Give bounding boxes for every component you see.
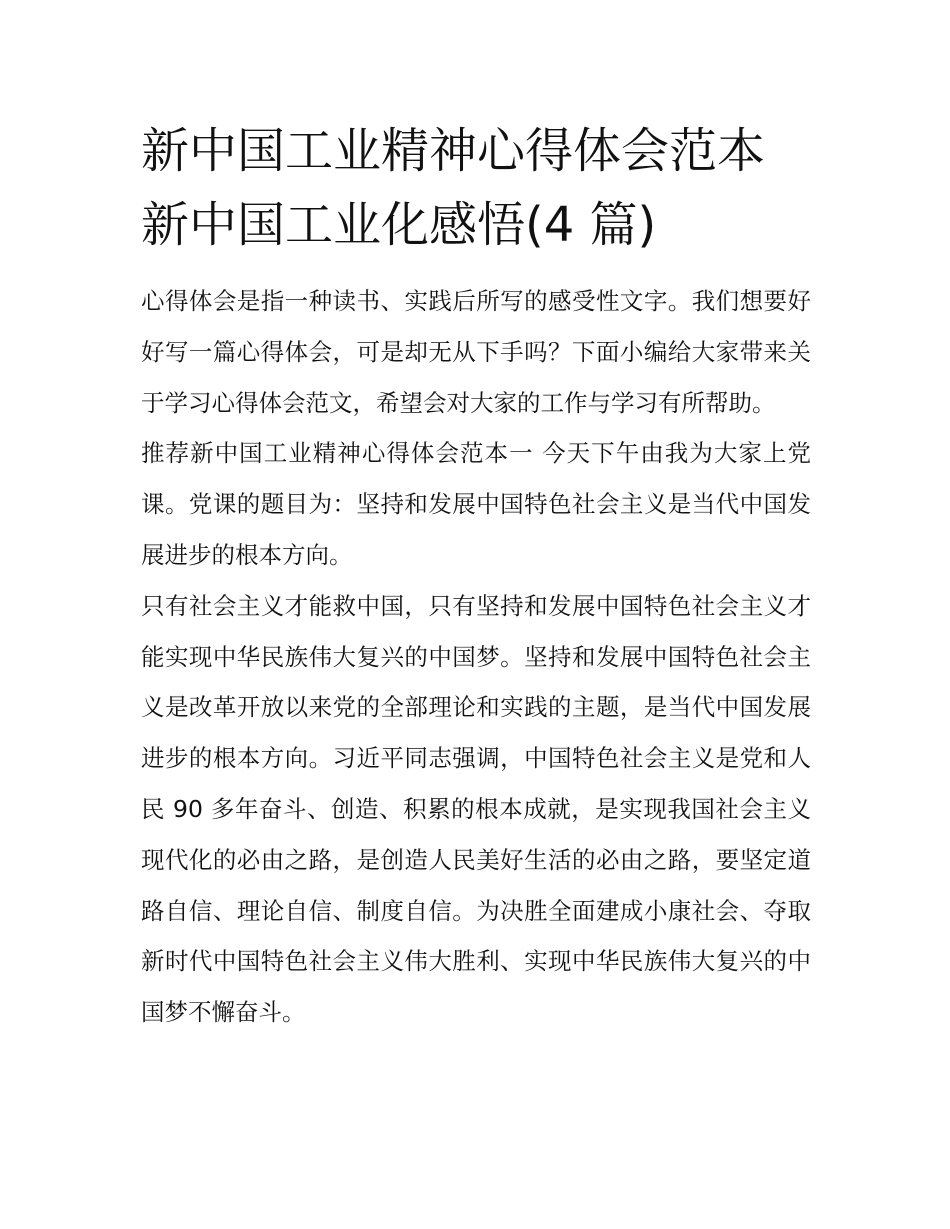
document-content <box>141 114 811 1038</box>
title-line-2: 新中国工业化感悟(4 篇) <box>141 197 657 253</box>
title-line-1: 新中国工业精神心得体会范本 <box>141 123 766 179</box>
document-title <box>141 114 811 262</box>
paragraph-socialism: 只有社会主义才能救中国，只有坚持和发展中国特色社会主义才能实现中华民族伟大复兴的中国梦。坚持和发展中国特色社会主义是改革开放以来党的全部理论和实践的主题，是当代中国发展进步的根本方向。习近平同志强调，中国特色社会主义是党和人民 90 多年奋斗、创造、积累的根本成就，是实现我国社会主义现代化的必由之路，是创造人民美好生活的必由之路，要坚定道路自信、理论自信、制度自信。为决胜全面建成小康社会、夺取新时代中国特色社会主义伟大胜利、实现中华民族伟大复兴的中国梦不懈奋斗。 <box>141 591 811 1027</box>
paragraph-recommend: 推荐新中国工业精神心得体会范本一 今天下午由我为大家上党课。党课的题目为：坚持和发展中国特色社会主义是当代中国发展进步的根本方向。 <box>141 439 811 569</box>
document-body <box>141 276 811 1038</box>
paragraph-intro: 心得体会是指一种读书、实践后所写的感受性文字。我们想要好好写一篇心得体会，可是却无从下手吗？下面小编给大家带来关于学习心得体会范文，希望会对大家的工作与学习有所帮助。 <box>141 287 811 417</box>
